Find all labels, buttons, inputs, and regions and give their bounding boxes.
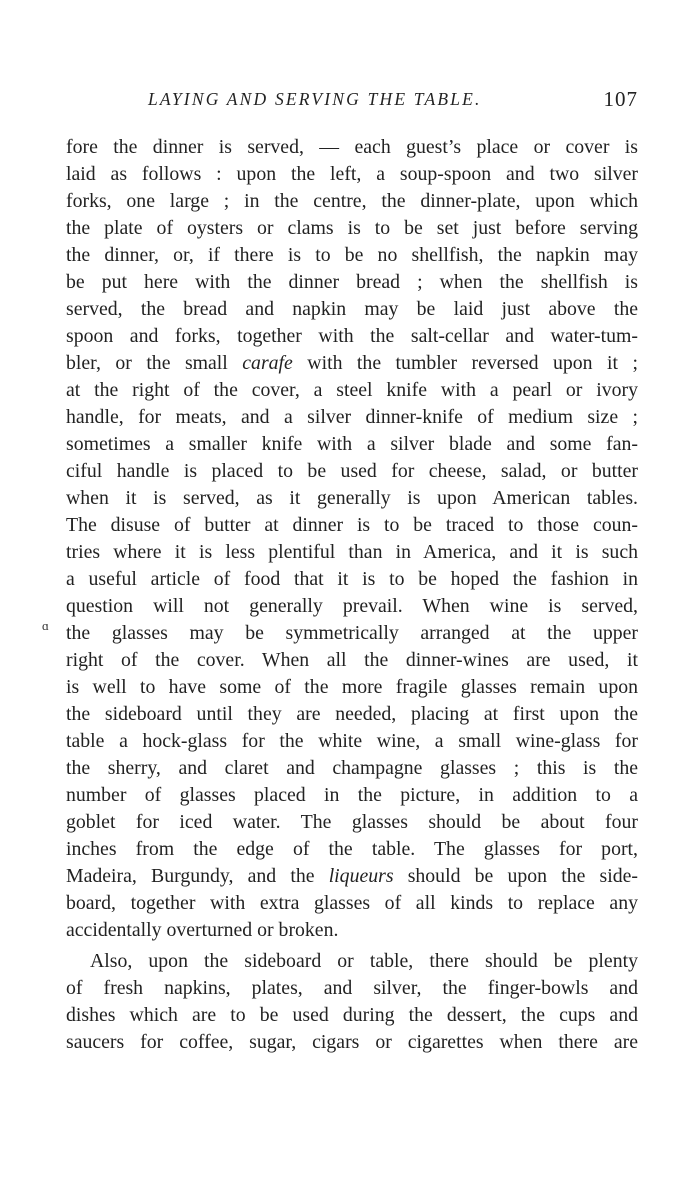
text-line: accidentally overturned or broken. — [66, 919, 339, 941]
margin-mark: ɑ — [42, 618, 49, 633]
text-segment: Madeira, Burgundy, and the — [66, 865, 329, 887]
text-line: tries where it is less plentiful than in America, and it is such — [66, 541, 638, 563]
text-line: a useful article of food that it is to be hoped the fashion in — [66, 568, 638, 590]
text-segment: should be upon the side- — [393, 865, 638, 887]
text-line: inches from the edge of the table. The glasses for port, — [66, 838, 638, 860]
text-line: dishes which are to be used during the dessert, the cups and — [66, 1004, 638, 1026]
text-line: sometimes a smaller knife with a silver blade and some fan- — [66, 433, 638, 455]
text-line: forks, one large ; in the centre, the dinner-plate, upon which — [66, 190, 638, 212]
text-line: Also, upon the sideboard or table, there should be plenty — [90, 950, 638, 972]
page-number: 107 — [603, 87, 638, 111]
text-line: is well to have some of the more fragile glasses remain upon — [66, 676, 638, 698]
italic-term: liqueurs — [328, 865, 394, 887]
text-line: handle, for meats, and a silver dinner-knife of medium size ; — [66, 406, 638, 428]
text-line: laid as follows : upon the left, a soup-spoon and two silver — [66, 163, 638, 185]
text-line: when it is served, as it generally is upon American tables. — [66, 487, 638, 509]
text-line: spoon and forks, together with the salt-cellar and water-tum- — [66, 325, 638, 347]
text-line: The disuse of butter at dinner is to be traced to those coun- — [66, 514, 638, 536]
text-line: fore the dinner is served, — each guest’s place or cover is — [66, 136, 638, 158]
text-line: the sideboard until they are needed, placing at first upon the — [66, 703, 638, 725]
text-line: served, the bread and napkin may be laid just above the — [66, 298, 638, 320]
text-line: at the right of the cover, a steel knife with a pearl or ivory — [66, 379, 638, 401]
text-line: right of the cover. When all the dinner-wines are used, it — [66, 649, 638, 671]
text-line: the dinner, or, if there is to be no shellfish, the napkin may — [66, 244, 638, 266]
text-line: question will not generally prevail. When wine is served, — [66, 595, 638, 617]
running-title: LAYING AND SERVING THE TABLE. — [148, 89, 482, 109]
text-line: ciful handle is placed to be used for cheese, salad, or butter — [66, 460, 638, 482]
paragraph — [66, 134, 638, 944]
paragraph — [66, 948, 638, 1056]
text-line — [66, 350, 638, 377]
text-line: the glasses may be symmetrically arranged at the upper — [66, 622, 638, 644]
italic-term: carafe — [242, 352, 293, 374]
text-line: be put here with the dinner bread ; when the shellfish is — [66, 271, 638, 293]
text-segment: with the tumbler reversed upon it ; — [292, 352, 638, 374]
text-line: table a hock-glass for the white wine, a small wine-glass for — [66, 730, 638, 752]
text-line: of fresh napkins, plates, and silver, the finger-bowls and — [66, 977, 638, 999]
text-line — [66, 863, 638, 890]
text-line: saucers for coffee, sugar, cigars or cigarettes when there are — [66, 1031, 638, 1053]
text-line: number of glasses placed in the picture, in addition to a — [66, 784, 638, 806]
running-head — [66, 84, 638, 114]
text-segment: bler, or the small — [66, 352, 243, 374]
body-text — [66, 134, 638, 1056]
text-line: the sherry, and claret and champagne glasses ; this is the — [66, 757, 638, 779]
text-line: board, together with extra glasses of all kinds to replace any — [66, 892, 638, 914]
text-line: the plate of oysters or clams is to be set just before serving — [66, 217, 638, 239]
text-line: goblet for iced water. The glasses should be about four — [66, 811, 638, 833]
